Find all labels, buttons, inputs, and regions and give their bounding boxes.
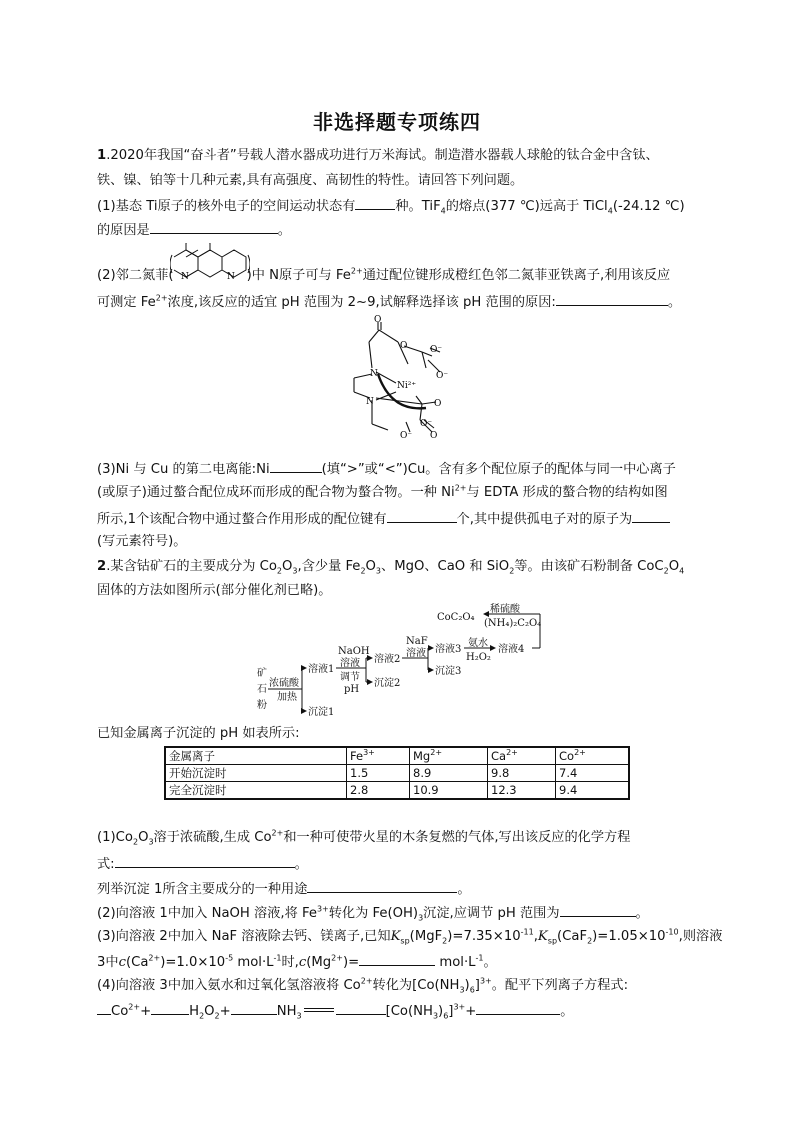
table-row	[165, 765, 629, 782]
answer-blank[interactable]	[632, 509, 670, 523]
table-cell: 开始沉淀时	[165, 765, 347, 782]
flow-ore3: 粉	[257, 700, 267, 711]
answer-blank[interactable]	[115, 854, 295, 868]
table-header-row	[165, 747, 629, 765]
edta-n2: N	[366, 397, 374, 407]
edta-o5: O	[430, 431, 438, 440]
edta-n1: N	[370, 369, 378, 379]
table-header-cell: $Mg^{2+}$	[410, 747, 488, 765]
table-cell: 8.9	[410, 765, 488, 782]
edta-ni: Ni²⁺	[397, 381, 417, 391]
ni-edta-structure	[336, 312, 476, 440]
table-cell: 2.8	[347, 782, 410, 800]
q1-part3-line1: (3)Ni 与 Cu 的第二电离能:Ni (填“>”或“<”)Cu。含有多个配位原子的配体与同一中心离子	[97, 459, 676, 479]
flow-heat: 加热	[277, 692, 297, 703]
flow-nh3: 氨水	[468, 638, 488, 649]
flow-sol1: 溶液1	[308, 664, 335, 675]
q2-balance-equation: $Co^{2+}+ H_2O_2+ NH_3$ $[Co(NH_3)_6]^{3+}+$ 。	[97, 1001, 573, 1021]
flow-naf2: 溶液	[406, 648, 426, 659]
edta-o3: O	[434, 399, 442, 409]
answer-blank[interactable]	[231, 1001, 277, 1015]
phen-n2-label: N	[227, 272, 235, 282]
flow-ppt3: 沉淀3	[435, 666, 462, 677]
q2-part3-line1: (3)向溶液 2中加入 NaF 溶液除去钙、镁离子,已知$K_{sp}(MgF_2)=7.35\times 10^{-11},K_{sp}(CaF_2)=1.05\times 10^{-10}$,则溶液	[97, 927, 723, 946]
flow-ppt2: 沉淀2	[374, 678, 401, 689]
table-header-cell: $Co^{2+}$	[556, 747, 630, 765]
q1-part3-line2: (或原子)通过螯合配位成环而形成的配合物为螯合物。一种 $Ni^{2+}$与 EDTA 形成的螯合物的结构如图	[97, 483, 668, 500]
q2-intro-line2: 固体的方法如图所示(部分催化剂已略)。	[97, 583, 332, 598]
answer-blank[interactable]	[476, 1001, 560, 1015]
edta-o4m: O⁻	[420, 419, 433, 429]
page-title: 非选择题专项练四	[313, 110, 481, 134]
table-cell: 9.4	[556, 782, 630, 800]
flow-h2o2: H₂O₂	[466, 652, 491, 663]
flow-sol4: 溶液4	[498, 644, 525, 655]
q2-table-intro: 已知金属离子沉淀的 pH 如表所示:	[97, 726, 300, 741]
edta-o1: O	[400, 341, 408, 351]
table-header-cell: 金属离子	[165, 747, 347, 765]
flow-ore1: 矿	[257, 668, 267, 679]
table-cell: 12.3	[488, 782, 556, 800]
q1-part2-line1: (2)邻二氮菲( )中 N原子可与 $Fe^{2+}$通过配位键形成橙红色邻二氮菲亚铁离子,利用该反应	[97, 266, 671, 283]
flow-ox: (NH₄)₂C₂O₄	[484, 618, 542, 629]
phen-n1-label: N	[181, 272, 189, 282]
q2-part1-line3: 列举沉淀 1所含主要成分的一种用途 。	[97, 879, 471, 899]
q2-part4: (4)向溶液 3中加入氨水和过氧化氢溶液将 $Co^{2+}$转化为$[Co(NH_3)_6]^{3+}$。配平下列离子方程式:	[97, 976, 629, 995]
q1-part1-line1: (1)基态 Ti原子的核外电子的空间运动状态有 种。TiF$_4$的熔点(377 ℃)远高于 TiCl$_4$(-24.12 ℃)	[97, 196, 685, 216]
answer-blank[interactable]	[270, 459, 322, 473]
edta-o2m: O⁻	[436, 371, 449, 381]
flow-ore2: 石	[257, 684, 267, 695]
phenanthroline-structure	[170, 243, 250, 285]
answer-blank[interactable]	[336, 1001, 386, 1015]
q1-intro-line2: 铁、镍、铂等十几种元素,具有高强度、高韧性的特性。请回答下列问题。	[97, 173, 524, 188]
table-cell: 完全沉淀时	[165, 782, 347, 800]
q1-part1-line2: 的原因是 。	[97, 220, 291, 240]
answer-blank[interactable]	[355, 196, 395, 210]
flow-product: CoC₂O₄	[437, 612, 475, 623]
table-cell: 10.9	[410, 782, 488, 800]
q1-part2-line2: 可测定 $Fe^{2+}$浓度,该反应的适宜 pH 范围为 2~9,试解释选择该 pH 范围的原因: 。	[97, 293, 682, 310]
edta-o1m: O⁻	[430, 345, 443, 355]
table-cell: 7.4	[556, 765, 630, 782]
edta-o5m: O⁻	[400, 431, 413, 440]
answer-blank[interactable]	[560, 903, 636, 917]
table-cell: 9.8	[488, 765, 556, 782]
flow-sol3: 溶液3	[435, 644, 462, 655]
table-cell: 1.5	[347, 765, 410, 782]
table-header-cell: $Ca^{2+}$	[488, 747, 556, 765]
table-row	[165, 782, 629, 800]
q2-part3-line2: 3中$c(Ca^{2+})=1.0\times 10^{-5}$ $mol\cdot L^{-1}$时$,c(Mg^{2+})= mol\cdot L^{-1}$。	[97, 953, 497, 970]
process-flowchart	[250, 600, 550, 720]
q1-part3-line4: (写元素符号)。	[97, 534, 187, 549]
answer-blank[interactable]	[97, 1001, 111, 1015]
flow-naoh1: NaOH	[338, 646, 370, 657]
flow-adj2: pH	[344, 684, 360, 695]
table-header-cell: $Fe^{3+}$	[347, 747, 410, 765]
flow-sol2: 溶液2	[374, 654, 401, 665]
answer-blank[interactable]	[151, 1001, 189, 1015]
answer-blank[interactable]	[359, 952, 435, 966]
q1-intro-line1: 1.2020年我国“奋斗者”号载人潜水器成功进行万米海试。制造潜水器载人球舱的钛合金中含钛、	[97, 148, 659, 163]
flow-naf1: NaF	[406, 636, 428, 647]
q2-intro-line1: 2.某含钴矿石的主要成分为 $Co_2O_3$,含少量 $Fe_2O_3$、MgO、CaO 和 SiO$_2$等。由该矿石粉制备 $CoC_2O_4$	[97, 559, 685, 576]
edta-o-top: O	[374, 315, 382, 325]
equals-sign	[302, 1005, 336, 1015]
answer-blank[interactable]	[307, 879, 457, 893]
q2-part2: (2)向溶液 1中加入 NaOH 溶液,将 $Fe^{3+}$转化为 $Fe(OH)_3$沉淀,应调节 pH 范围为 。	[97, 904, 649, 923]
flow-adj1: 调节	[340, 672, 360, 683]
q2-part1-line2: 式: 。	[97, 854, 308, 874]
precipitation-ph-table	[164, 746, 630, 800]
flow-dil: 稀硫酸	[490, 604, 520, 615]
q1-part3-line3: 所示,1个该配合物中通过螯合作用形成的配位键有 个,其中提供孤电子对的原子为	[97, 509, 670, 529]
answer-blank[interactable]	[150, 220, 278, 234]
flow-acid: 浓硫酸	[269, 678, 299, 689]
q2-part1-line1: $(1)Co_2O_3$溶于浓硫酸,生成 $Co^{2+}$和一种可使带火星的木条复燃的气体,写出该反应的化学方程	[97, 828, 631, 847]
answer-blank[interactable]	[556, 292, 668, 306]
flow-naoh2: 溶液	[340, 658, 360, 669]
answer-blank[interactable]	[387, 509, 457, 523]
flow-ppt1: 沉淀1	[308, 707, 335, 718]
